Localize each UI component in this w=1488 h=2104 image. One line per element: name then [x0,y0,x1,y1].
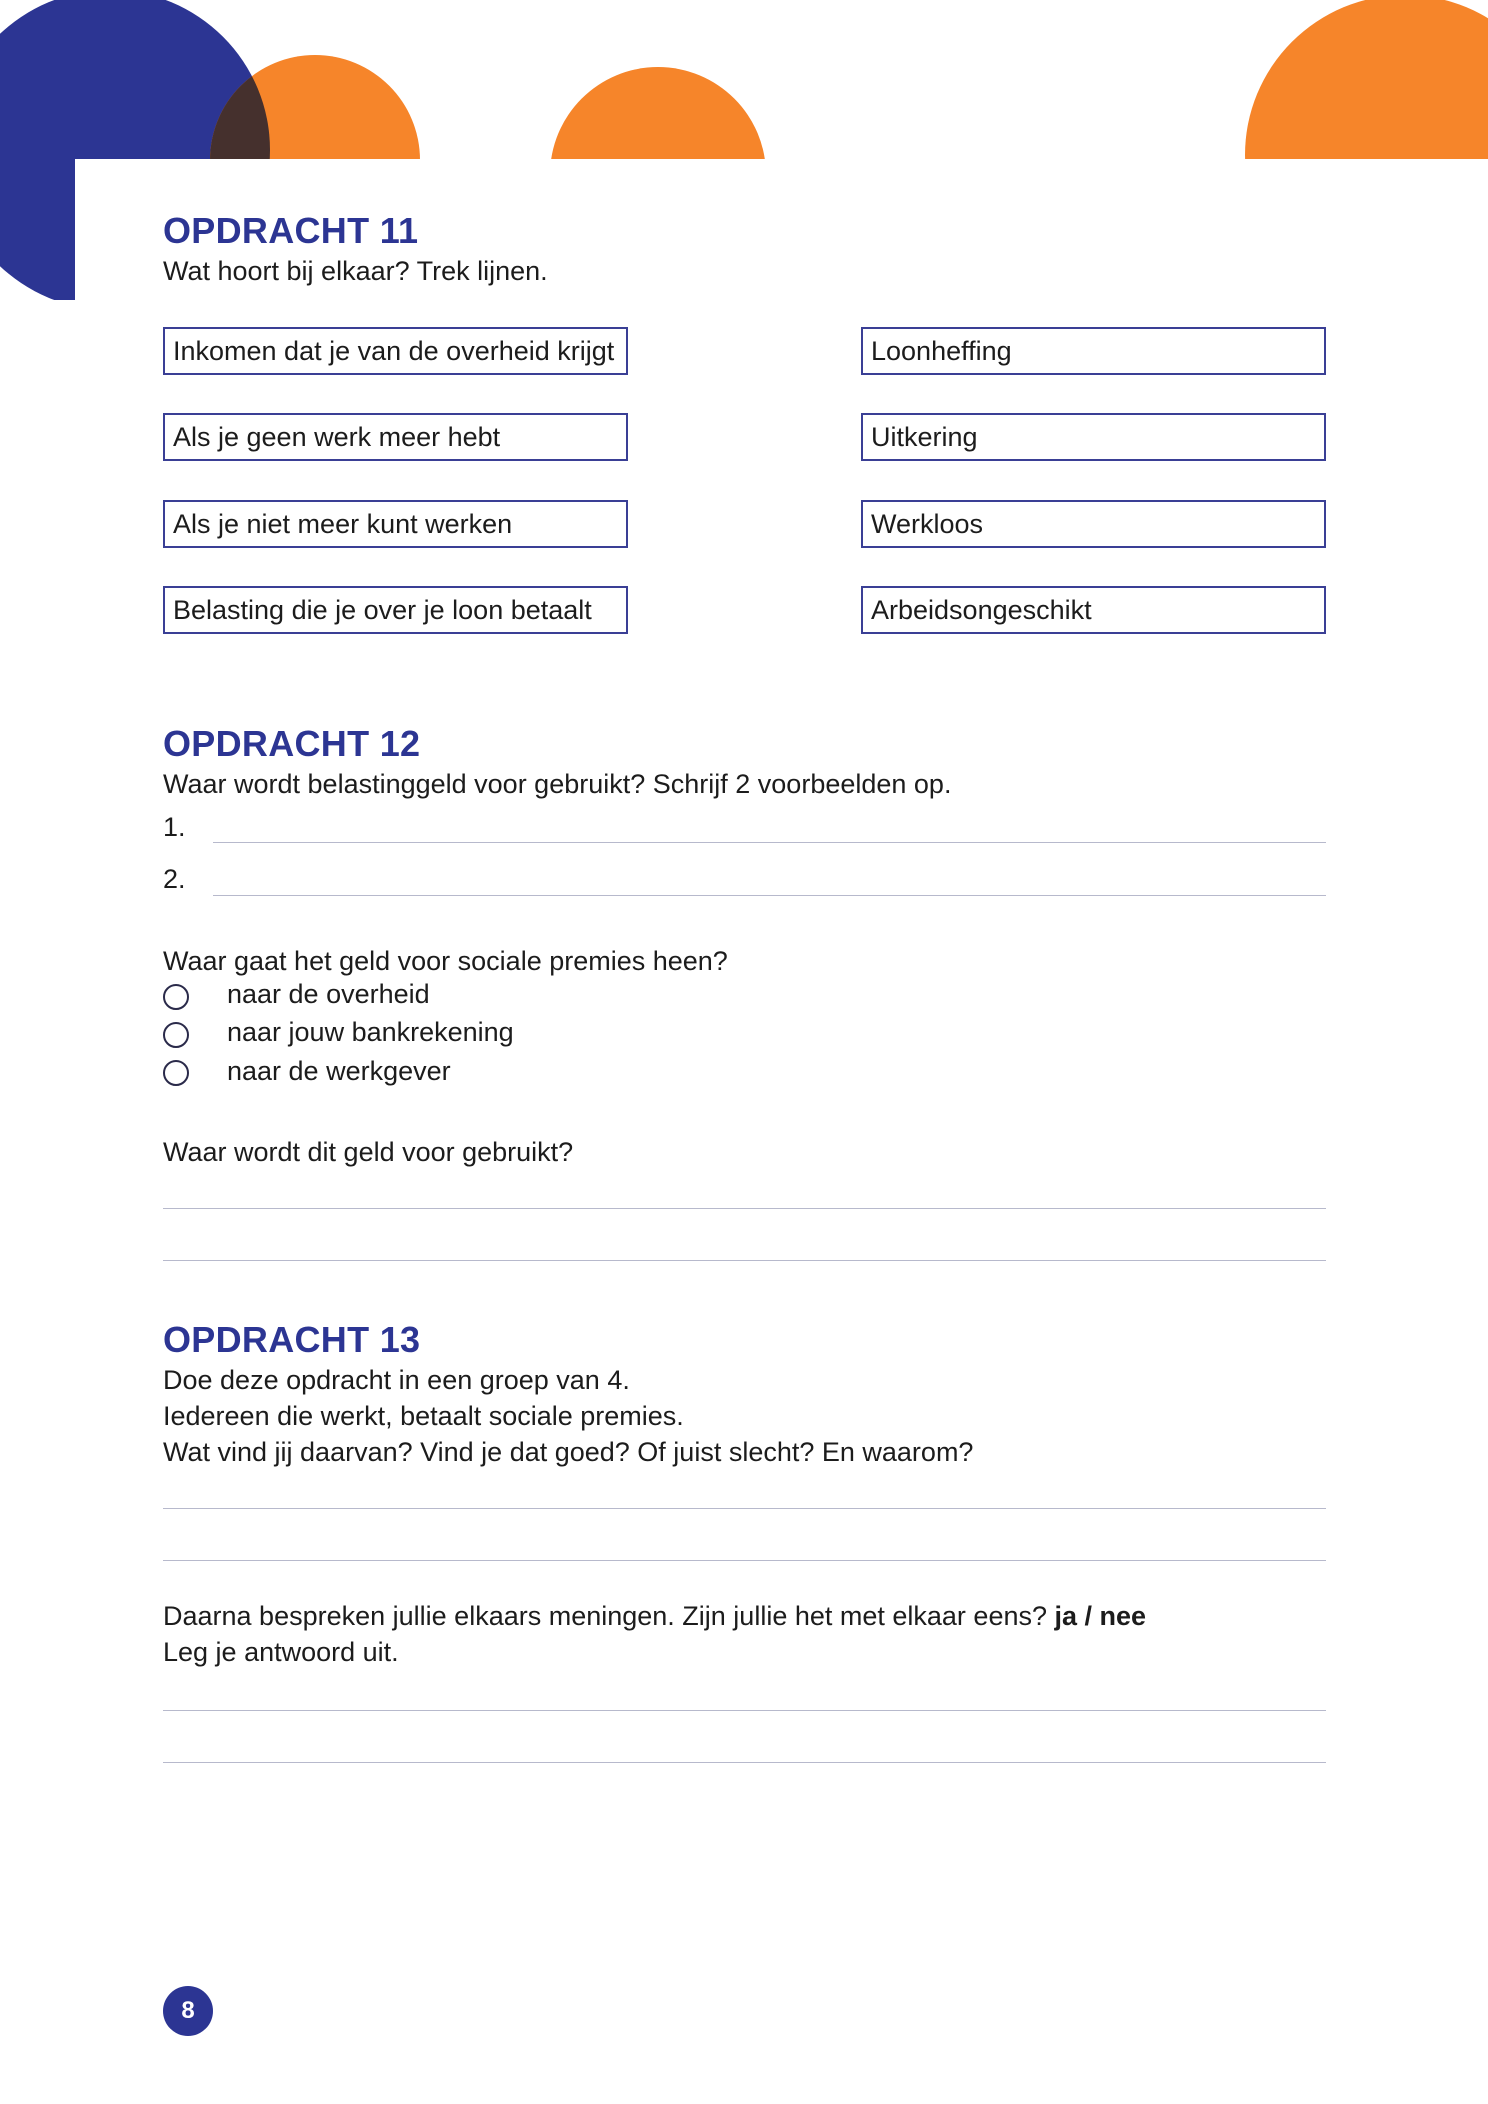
answer-yes[interactable]: ja [1054,1601,1078,1631]
answer-line-8[interactable] [163,1762,1326,1763]
answer-line-6[interactable] [163,1560,1326,1561]
opdracht-13-title: OPDRACHT 13 [163,1319,421,1360]
match-right-1[interactable]: Loonheffing [861,327,1326,375]
match-left-1[interactable]: Inkomen dat je van de overheid krijgt [163,327,628,375]
match-right-4[interactable]: Arbeidsongeschikt [861,586,1326,634]
answer-no[interactable]: nee [1099,1601,1147,1631]
opdracht-12-header [163,722,1326,802]
match-right-3[interactable]: Werkloos [861,500,1326,548]
answer-number-1: 1. [163,812,186,842]
answer-line-7[interactable] [163,1710,1326,1711]
radio-option-3[interactable] [163,1060,189,1086]
match-right-2[interactable]: Uitkering [861,413,1326,461]
opdracht-13-line-2: Iedereen die werkt, betaalt sociale premies. [163,1401,684,1431]
answer-line-3[interactable] [163,1208,1326,1209]
match-left-3[interactable]: Als je niet meer kunt werken [163,500,628,548]
option-label-3: naar de werkgever [227,1056,451,1086]
answer-separator: / [1077,1601,1100,1631]
option-label-2: naar jouw bankrekening [227,1017,514,1047]
opdracht-13-line-4 [163,1598,1146,1634]
opdracht-13-header [163,1318,1326,1470]
answer-line-2[interactable] [213,895,1326,896]
opdracht-13-line-1: Doe deze opdracht in een groep van 4. [163,1365,630,1395]
radio-option-2[interactable] [163,1022,189,1048]
opdracht-12-question-2: Waar gaat het geld voor sociale premies heen? [163,946,728,976]
opdracht-11-header [163,209,1326,289]
opdracht-13-line-5: Leg je antwoord uit. [163,1637,399,1667]
match-left-2[interactable]: Als je geen werk meer hebt [163,413,628,461]
opdracht-12-title: OPDRACHT 12 [163,723,421,764]
answer-line-1[interactable] [213,842,1326,843]
opdracht-12-question-3: Waar wordt dit geld voor gebruikt? [163,1137,574,1167]
page-number-badge: 8 [163,1986,213,2036]
answer-number-2: 2. [163,864,186,894]
match-left-4[interactable]: Belasting die je over je loon betaalt [163,586,628,634]
opdracht-11-instruction: Wat hoort bij elkaar? Trek lijnen. [163,256,548,286]
radio-option-1[interactable] [163,984,189,1010]
opdracht-12-question-1: Waar wordt belastinggeld voor gebruikt? Schrijf 2 voorbeelden op. [163,769,952,799]
opdracht-13-line-4-text: Daarna bespreken jullie elkaars meningen. Zijn jullie het met elkaar eens? [163,1601,1055,1631]
opdracht-13-line-3: Wat vind jij daarvan? Vind je dat goed? Of juist slecht? En waarom? [163,1437,974,1467]
answer-line-4[interactable] [163,1260,1326,1261]
answer-line-5[interactable] [163,1508,1326,1509]
option-label-1: naar de overheid [227,979,430,1009]
opdracht-11-title: OPDRACHT 11 [163,210,419,251]
